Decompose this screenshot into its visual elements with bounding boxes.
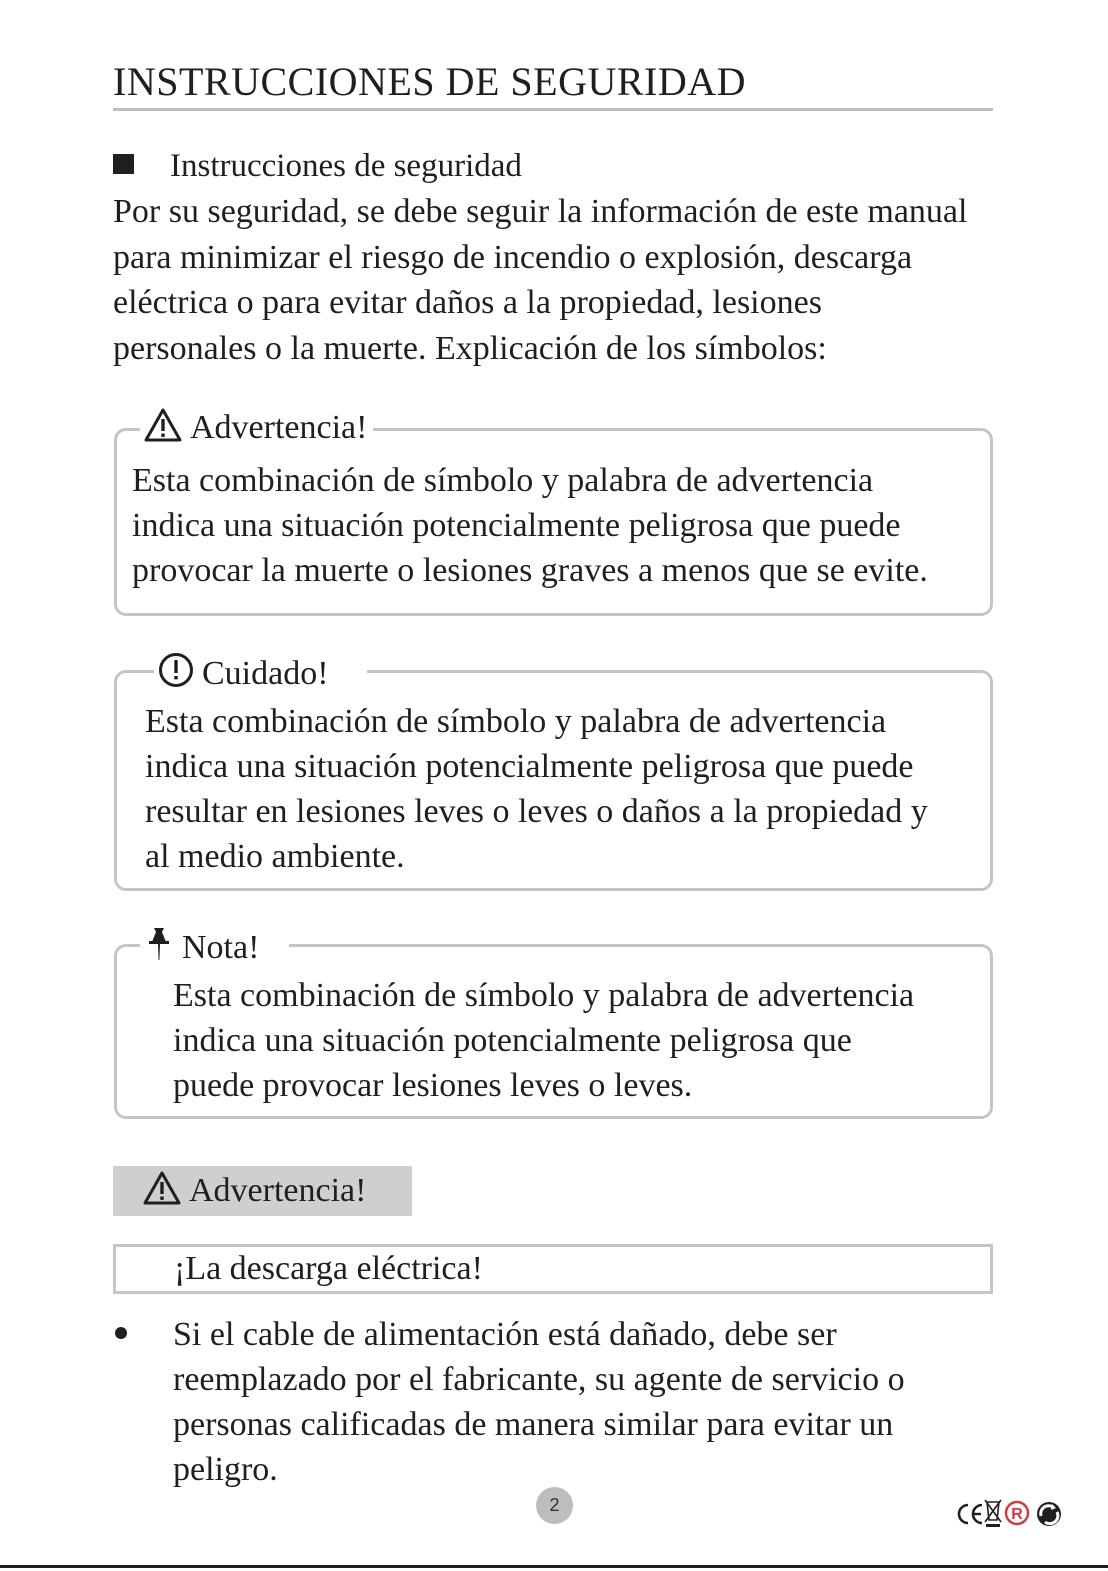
page-title: INSTRUCCIONES DE SEGURIDAD	[113, 59, 747, 104]
section-heading-text: Instrucciones de seguridad	[170, 148, 522, 184]
note-box-label: Nota!	[182, 929, 260, 966]
intro-line: Por su seguridad, se debe seguir la información de este manual	[113, 193, 968, 230]
intro-line: eléctrica o para evitar daños a la propiedad, lesiones	[113, 284, 822, 321]
caution-box-label: Cuidado!	[202, 655, 329, 692]
note-box-line: indica una situación potencialmente peligrosa que	[173, 1022, 852, 1059]
warning-banner-label: Advertencia!	[189, 1172, 367, 1209]
bullet-item	[173, 1312, 905, 1492]
exclamation-circle-icon	[158, 652, 194, 688]
bullet-line: peligro.	[173, 1451, 278, 1488]
warning-triangle-icon	[144, 408, 182, 442]
caution-box-line: resultar en lesiones leves o leves o daños a la propiedad y	[145, 793, 928, 830]
warning-box-label: Advertencia!	[190, 409, 368, 446]
title-divider	[113, 108, 993, 111]
electric-shock-heading: ¡La descarga eléctrica!	[113, 1244, 993, 1294]
caution-box-text	[145, 699, 928, 879]
registered-mark-icon	[1006, 1502, 1028, 1524]
note-box-legend	[140, 926, 289, 968]
warning-box-legend	[140, 408, 373, 448]
svg-text:R: R	[1011, 1506, 1023, 1523]
warning-box-line: provocar la muerte o lesiones graves a menos que se evite.	[132, 552, 928, 589]
warning-box-line: indica una situación potencialmente peligrosa que puede	[132, 507, 901, 544]
note-box-line: Esta combinación de símbolo y palabra de advertencia	[173, 977, 915, 1014]
page-number: 2	[536, 1487, 573, 1524]
caution-box-line: indica una situación potencialmente peligrosa que puede	[145, 748, 914, 785]
green-dot-icon	[1037, 1502, 1061, 1526]
intro-paragraph	[113, 189, 1008, 371]
bullet-line: personas calificadas de manera similar para evitar un	[173, 1406, 894, 1443]
warning-box-line: Esta combinación de símbolo y palabra de advertencia	[132, 462, 874, 499]
pushpin-icon	[144, 926, 174, 962]
note-box-text	[173, 973, 914, 1108]
page-bottom-border	[0, 1565, 1108, 1568]
bullet-line: reemplazado por el fabricante, su agente de servicio o	[173, 1361, 905, 1398]
caution-box-legend	[154, 652, 367, 694]
caution-box-line: al medio ambiente.	[145, 838, 405, 875]
warning-triangle-icon	[143, 1171, 181, 1205]
warning-box-text	[132, 458, 928, 593]
section-heading	[113, 146, 522, 186]
ce-mark-icon	[959, 1505, 982, 1523]
bullet-line: Si el cable de alimentación está dañado, debe ser	[173, 1316, 837, 1353]
certification-marks	[955, 1496, 1067, 1530]
intro-line: personales o la muerte. Explicación de los símbolos:	[113, 329, 827, 367]
warning-banner	[113, 1166, 412, 1216]
caution-box-line: Esta combinación de símbolo y palabra de advertencia	[145, 703, 887, 740]
weee-bin-icon	[985, 1500, 1001, 1527]
note-box-line: puede provocar lesiones leves o leves.	[173, 1067, 693, 1104]
bullet-dot-icon	[115, 1327, 127, 1339]
intro-line: para minimizar el riesgo de incendio o explosión, descarga	[113, 238, 913, 276]
square-bullet-icon	[113, 154, 134, 174]
